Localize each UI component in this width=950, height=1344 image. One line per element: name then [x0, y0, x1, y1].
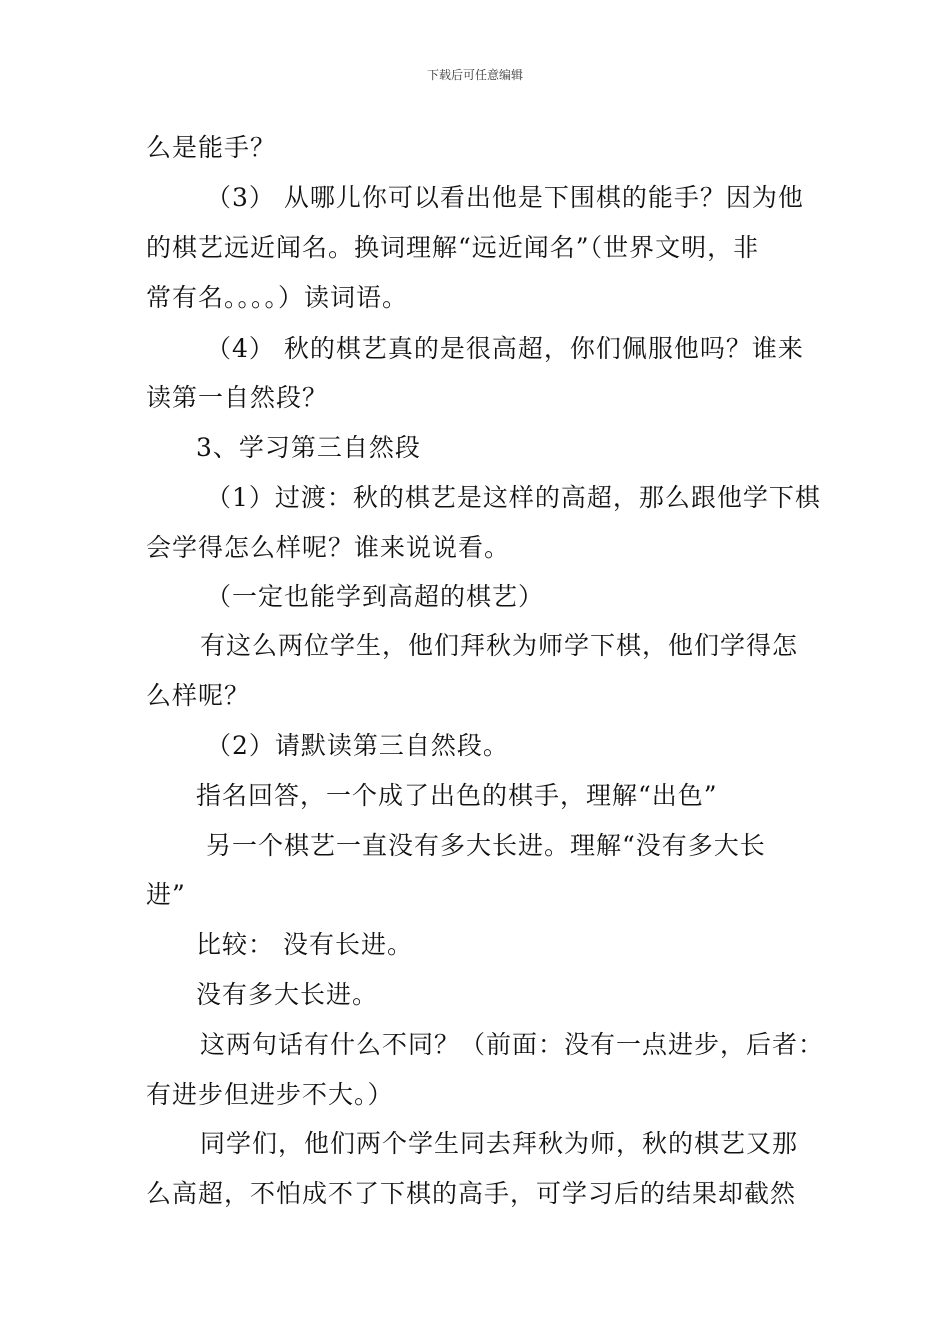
text-line-12: 么样呢？ — [146, 681, 251, 710]
text-line-19: 这两句话有什么不同？（前面：没有一点进步，后者： — [200, 1030, 825, 1059]
text-line-22: 么高超，不怕成不了下棋的高手，可学习后的结果却截然 — [146, 1179, 797, 1208]
text-line-5: （4） 秋的棋艺真的是很高超，你们佩服他吗？谁来 — [206, 334, 804, 363]
page-header: 下载后可任意编辑 — [426, 68, 523, 82]
text-line-18: 没有多大长进。 — [196, 980, 379, 1009]
text-line-21: 同学们，他们两个学生同去拜秋为师，秋的棋艺又那 — [200, 1129, 799, 1158]
text-line-16: 进” — [146, 880, 186, 909]
text-line-3: 的棋艺远近闻名。换词理解“远近闻名”（世界文明，非 — [146, 233, 760, 262]
text-line-9: 会学得怎么样呢？谁来说说看。 — [146, 533, 511, 562]
text-line-1: 么是能手？ — [146, 133, 277, 162]
text-line-8: （1）过渡：秋的棋艺是这样的高超，那么跟他学下棋 — [206, 483, 821, 512]
text-line-7: 3、学习第三自然段 — [196, 433, 421, 462]
text-line-20: 有进步但进步不大。） — [146, 1080, 394, 1109]
text-line-11: 有这么两位学生，他们拜秋为师学下棋，他们学得怎 — [200, 631, 799, 660]
text-line-17: 比较： 没有长进。 — [196, 930, 413, 959]
text-line-14: 指名回答，一个成了出色的棋手，理解“出色” — [196, 781, 718, 810]
text-line-13: （2）请默读第三自然段。 — [206, 731, 509, 760]
text-line-2: （3） 从哪儿你可以看出他是下围棋的能手？因为他 — [206, 183, 804, 212]
text-line-6: 读第一自然段？ — [146, 383, 329, 412]
text-line-10: （一定也能学到高超的棋艺） — [206, 582, 545, 611]
text-line-4: 常有名。。。。）读词语。 — [146, 283, 409, 312]
text-line-15: 另一个棋艺一直没有多大长进。理解“没有多大长 — [206, 831, 766, 860]
